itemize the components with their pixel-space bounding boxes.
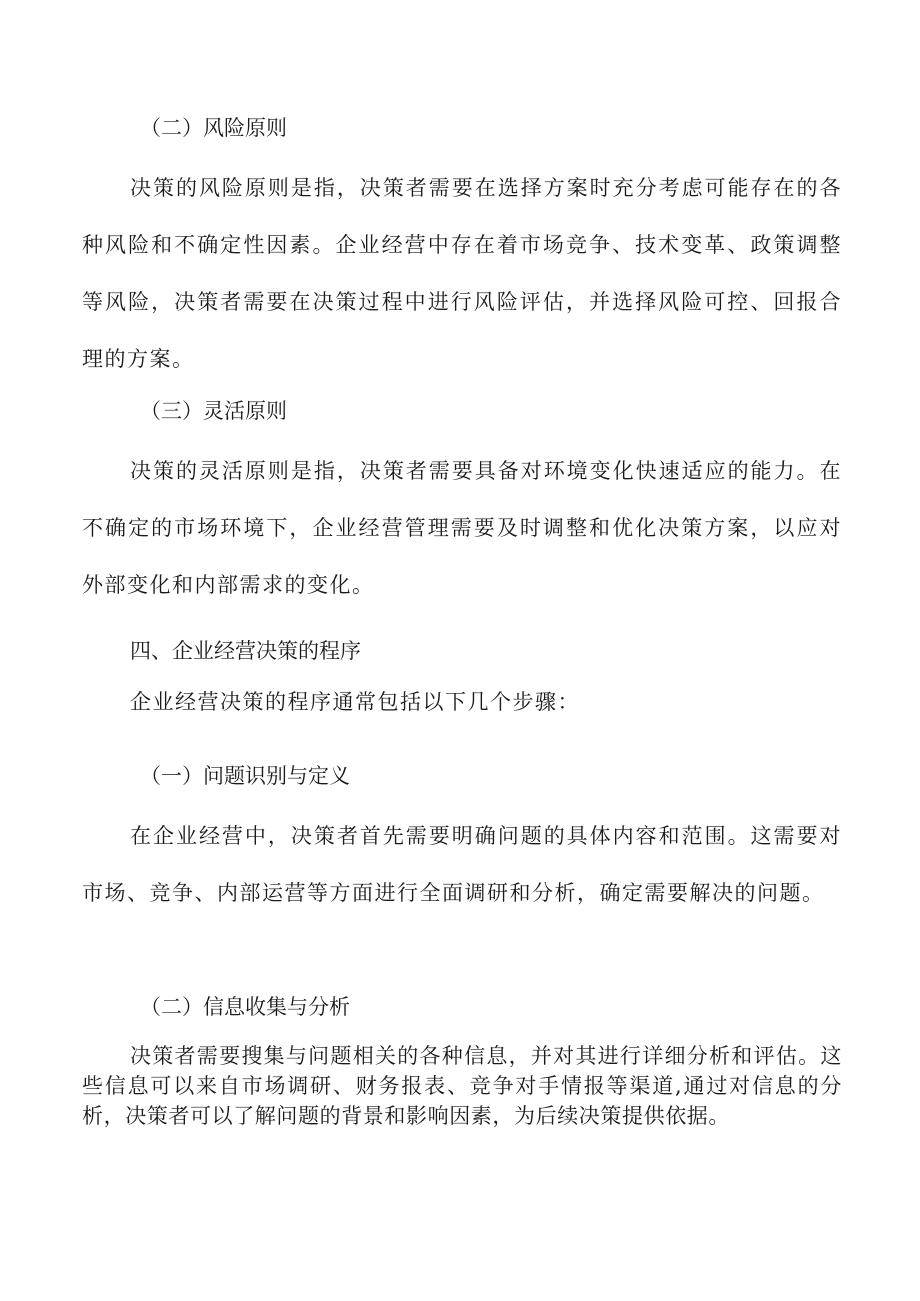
paragraph-risk-principle: 决策的风险原则是指，决策者需要在选择方案时充分考虑可能存在的各种风险和不确定性因素。企业经营中存在着市场竞争、技术变革、政策调整等风险，决策者需要在决策过程中进行风险评估，并选择风险可控、回报合理的方案。: [82, 176, 842, 371]
chapter-heading-decision-procedure: 四、企业经营决策的程序: [130, 639, 361, 663]
section-heading-risk-principle: （二）风险原则: [140, 116, 287, 140]
section-heading-flexible-principle: （三）灵活原则: [140, 399, 287, 423]
section-heading-problem-identification: （一）问题识别与定义: [140, 764, 350, 788]
paragraph-information-collection: 决策者需要搜集与问题相关的各种信息，并对其进行详细分析和评估。这些信息可以来自市场调研、财务报表、竞争对手情报等渠道,通过对信息的分析，决策者可以了解问题的背景和影响因素，为后续决策提供依据。: [82, 1044, 842, 1128]
paragraph-procedure-intro: 企业经营决策的程序通常包括以下几个步骤：: [130, 690, 580, 714]
paragraph-flexible-principle: 决策的灵活原则是指，决策者需要具备对环境变化快速适应的能力。在不确定的市场环境下，企业经营管理需要及时调整和优化决策方案，以应对外部变化和内部需求的变化。: [82, 459, 842, 597]
section-heading-information-collection: （二）信息收集与分析: [140, 995, 350, 1019]
paragraph-problem-identification: 在企业经营中，决策者首先需要明确问题的具体内容和范围。这需要对市场、竞争、内部运营等方面进行全面调研和分析，确定需要解决的问题。: [82, 824, 842, 905]
